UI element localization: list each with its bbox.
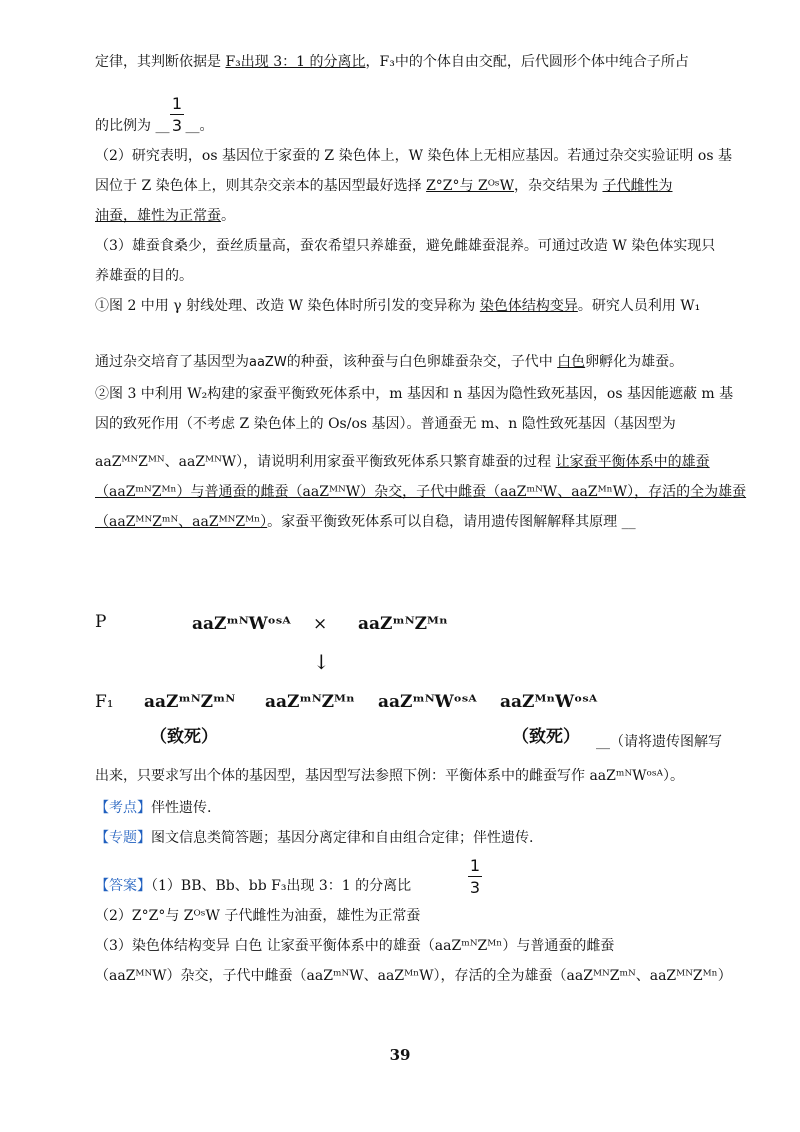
cross-symbol: × [313,614,328,634]
page-number: 39 [389,1046,411,1064]
text: ，杂交结果为 [514,178,603,194]
parent-female-genotype: aaZᵐᴺWᵒˢᴬ [192,614,291,634]
line-12 [95,452,710,472]
text: 卵孵化为雄蚕。 [585,354,684,370]
denominator: 3 [171,116,183,135]
text: 通过杂交培育了基因型为 [95,354,249,370]
arrow-down-icon: ↓ [313,650,330,674]
text: ，F₃中的个体自由交配，后代圆形个体中纯合子所占 [365,54,689,70]
answer-blank-process: 让家蚕平衡体系中的雄蚕 [555,454,710,470]
parent-male-genotype: aaZᵐᴺZᴹⁿ [358,614,448,634]
line-8 [95,296,700,316]
line-14 [95,512,636,532]
line-22: （aaZᴹᴺW）杂交，子代中雌蚕（aaZᵐᴺW、aaZᴹⁿW），存活的全为雄蚕（aaZᴹᴺZᵐᴺ、aaZᴹᴺZᴹⁿ） [95,968,732,984]
offspring-genotype: aaZᵐᴺZᴹⁿ [265,692,355,712]
text: 图文信息类简答题；基因分离定律和自由组合定律；伴性遗传. [151,830,534,846]
fraction-bar [468,876,482,877]
answer-blank-result: 子代雌性为 [602,178,673,194]
fraction-2 [468,856,482,897]
denominator: 3 [469,878,481,897]
offspring-genotype: aaZᴹⁿWᵒˢᴬ [500,692,598,712]
line-21: （3）染色体结构变异 白色 让家蚕平衡体系中的雄蚕（aaZᵐᴺZᴹⁿ）与普通蚕的雌蚕 [95,938,615,954]
lethal-label: （致死） [512,727,580,747]
line-20: （2）Z°Z°与 ZᴼˢW 子代雌性为油蚕，雄性为正常蚕 [95,908,421,924]
line-4 [95,176,673,196]
line-10: ②图 3 中利用 W₂构建的家蚕平衡致死体系中，m 基因和 n 基因为隐性致死基因，os 基因能遮蔽 m 基 [95,386,734,402]
text: aaZᴹᴺZᴹᴺ、aaZᴹᴺW），请说明利用家蚕平衡致死体系只繁育雄蚕的过程 [95,454,556,470]
fraction-bar [170,114,184,115]
offspring-genotype: aaZᵐᴺWᵒˢᴬ [378,692,477,712]
text: 伴性遗传. [151,800,212,816]
line-18 [95,828,533,848]
kaodian-tag: 【考点】 [95,800,151,816]
answer-tag: 【答案】 [95,878,151,894]
lethal-label: （致死） [150,727,218,747]
line-17 [95,798,211,818]
blank: __ [621,514,636,530]
answer-blank-genotype: Z°Z°与 ZᴼˢW [426,178,515,194]
text: 的比例为 [95,118,156,134]
p-generation-label: P [95,612,107,632]
numerator: 1 [469,856,481,875]
f1-generation-label: F₁ [95,692,114,712]
text: __。 [185,118,214,134]
answer-blank-process-end: （aaZᴹᴺZᵐᴺ、aaZᴹᴺZᴹⁿ） [95,514,268,530]
line-13: （aaZᵐᴺZᴹⁿ）与普通蚕的雌蚕（aaZᴹᴺW）杂交，子代中雌蚕（aaZᵐᴺW、aaZᴹⁿW），存活的全为雄蚕 [95,484,747,500]
text: 。研究人员利用 W₁ [577,298,701,314]
line-11: 因的致死作用（不考虑 Z 染色体上的 Os/os 基因）。普通蚕无 m、n 隐性致死基因（基因型为 [95,416,676,432]
blank: __ [155,118,170,134]
line-2 [95,116,213,136]
text: （1）BB、Bb、bb F₃出现 3：1 的分离比 [151,878,412,894]
offspring-genotype: aaZᵐᴺZᵐᴺ [144,692,236,712]
text: 因位于 Z 染色体上，则其杂交亲本的基因型最好选择 [95,178,427,194]
line-19 [95,876,411,896]
genotype-formula: aaZW [249,355,287,370]
line-16: 出来，只要求写出个体的基因型，基因型写法参照下例：平衡体系中的雌蚕写作 aaZᵐᴺWᵒˢᴬ）。 [95,768,685,784]
line-6: （3）雄蚕食桑少，蚕丝质量高，蚕农希望只养雄蚕，避免雌雄蚕混养。可通过改造 W 染色体实现只 [95,238,716,254]
answer-blank-result-cont: 油蚕，雄性为正常蚕 [95,208,221,224]
line-15: __（请将遗传图解写 [596,734,722,750]
line-5 [95,206,235,226]
line-9 [95,352,683,373]
answer-blank-variation: 染色体结构变异 [479,298,578,314]
zhuanti-tag: 【专题】 [95,830,151,846]
line-7: 养雄蚕的目的。 [95,268,193,284]
numerator: 1 [171,94,183,113]
answer-blank-ratio: F₃出现 3：1 的分离比 [225,54,366,70]
answer-blank-color: 白色 [557,354,586,370]
text: 定律，其判断依据是 [95,54,226,70]
line-1 [95,52,689,72]
text: 的种蚕，该种蚕与白色卵雄蚕杂交，子代中 [286,354,558,370]
line-3: （2）研究表明，os 基因位于家蚕的 Z 染色体上，W 染色体上无相应基因。若通过杂交实验证明 os 基 [95,148,732,164]
text: 。家蚕平衡致死体系可以自稳，请用遗传图解解释其原理 [267,514,622,530]
text: ①图 2 中用 γ 射线处理、改造 W 染色体时所引发的变异称为 [95,298,480,314]
text: 。 [221,208,235,224]
